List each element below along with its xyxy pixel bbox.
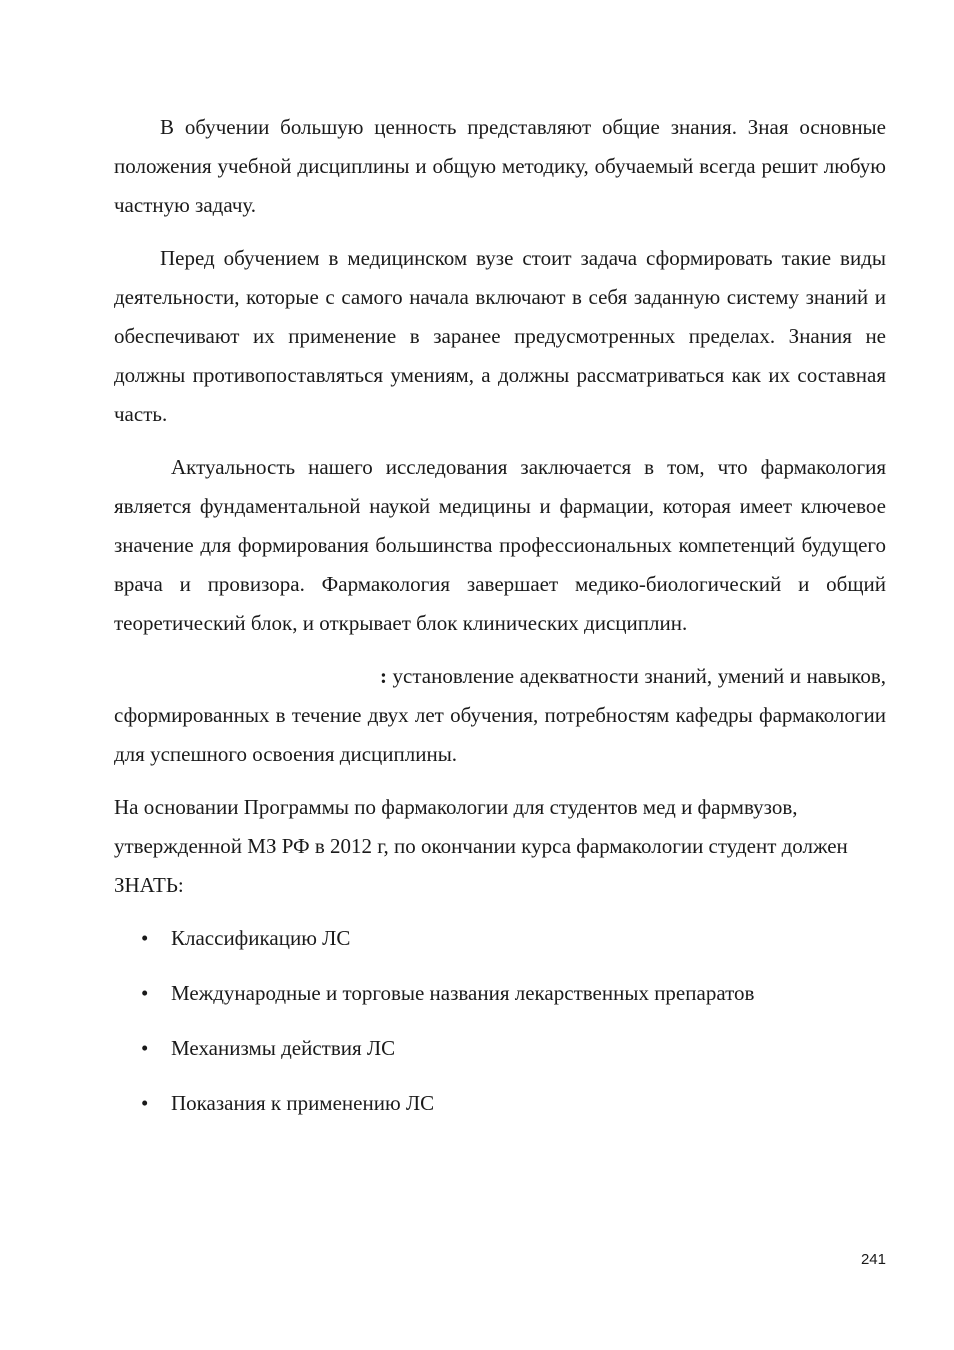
knowledge-list [114,919,886,1123]
goal-colon: : [380,664,387,688]
list-item [114,919,886,958]
page-number: 241 [860,1251,886,1268]
list-item [114,974,886,1013]
goal-text: установление адекватности знаний, умений и навыков, сформированных в течение двух лет обучения, потребностям кафедры фармакологии для успешного освоения дисциплины. [114,664,886,766]
bullet-icon: • [141,1091,149,1115]
document-page [114,108,886,1139]
paragraph-program: На основании Программы по фармакологии для студентов мед и фармвузов, утвержденной МЗ РФ в 2012 г, по окончании курса фармакологии студент должен ЗНАТЬ: [114,795,848,897]
paragraph-university-task: Перед обучением в медицинском вузе стоит задача сформировать такие виды деятельности, которые с самого начала включают в себя заданную систему знаний и обеспечивают их применение в заранее предусмотренных пределах. Знания не должны противопоставляться умениям, а должны рассматриваться как их составная часть. [114,246,886,426]
list-item [114,1029,886,1068]
paragraph-relevance: Актуальность нашего исследования заключается в том, что фармакология является фундаментальной наукой медицины и фармации, которая имеет ключевое значение для формирования большинства профессиональных компетенций будущего врача и провизора. Фармакология завершает медико-биологический и общий теоретический блок, и открывает блок клинических дисциплин. [114,455,886,635]
paragraph-general-knowledge: В обучении большую ценность представляют общие знания. Зная основные положения учебной дисциплины и общую методику, обучаемый всегда решит любую частную задачу. [114,115,886,217]
list-item-text: Классификацию ЛС [171,926,351,950]
bullet-icon: • [141,1036,149,1060]
bullet-icon: • [141,981,149,1005]
list-item-text: Международные и торговые названия лекарственных препаратов [171,981,755,1005]
paragraph-goal [114,657,886,774]
list-item [114,1084,886,1123]
list-item-text: Показания к применению ЛС [171,1091,435,1115]
bullet-icon: • [141,926,149,950]
list-item-text: Механизмы действия ЛС [171,1036,396,1060]
